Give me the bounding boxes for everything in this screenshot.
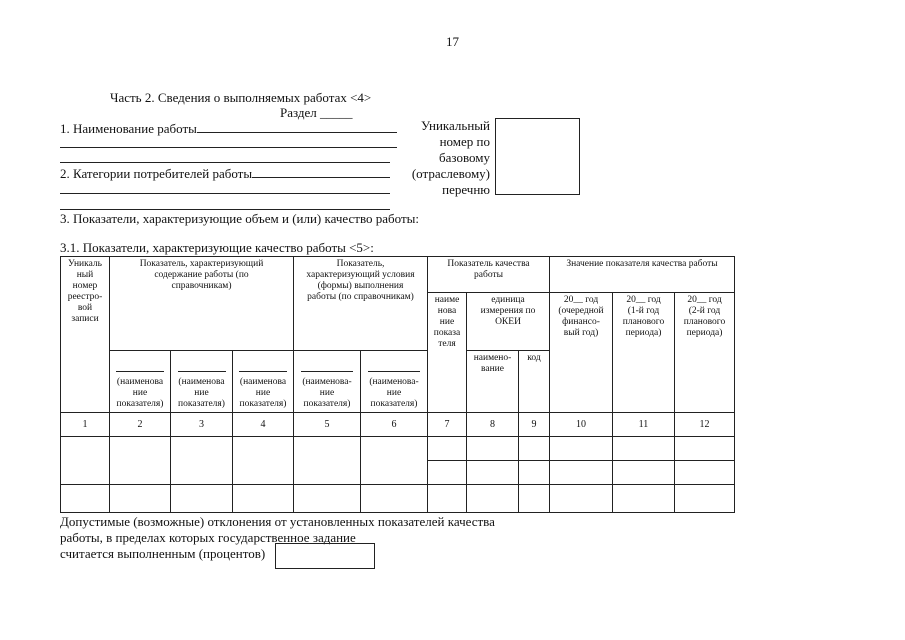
table-cell[interactable] (675, 461, 735, 485)
section-label: Раздел _____ (280, 105, 353, 120)
column-number: 5 (294, 413, 361, 437)
deviation-text: Допустимые (возможные) отклонения от установленных показателей качества работы, в пределах которых государственное задание считается выполненным (процентов) (60, 514, 495, 561)
sub-indicator-name-4: (наименова ние показателя) (233, 351, 294, 413)
unique-number-box[interactable] (495, 118, 580, 195)
sub-indicator-name-2: (наименова ние показателя) (110, 351, 171, 413)
col-year-current: 20__ год (очередной финансо- вый год) (550, 293, 613, 413)
column-number: 10 (550, 413, 613, 437)
table-cell[interactable] (233, 485, 294, 513)
table-cell[interactable] (467, 437, 519, 461)
work-name-line-2[interactable] (60, 147, 397, 148)
col-conditions-indicator: Показатель, характеризующий условия (формы) выполнения работы (по справочникам) (294, 257, 428, 351)
consumer-category-label: 2. Категории потребителей работы (60, 166, 253, 181)
col-year-plan-1: 20__ год (1-й год планового периода) (613, 293, 675, 413)
table-cell[interactable] (519, 485, 550, 513)
table-cell[interactable] (361, 485, 428, 513)
col-year-plan-2: 20__ год (2-й год планового периода) (675, 293, 735, 413)
table-cell[interactable] (233, 437, 294, 485)
column-number: 11 (613, 413, 675, 437)
table-row (61, 437, 735, 461)
table-cell[interactable] (519, 461, 550, 485)
quality-indicators-heading: 3.1. Показатели, характеризующие качество работы <5>: (60, 240, 374, 255)
table-cell[interactable] (61, 485, 110, 513)
sub-indicator-name-6: (наименова- ние показателя) (361, 351, 428, 413)
column-number: 7 (428, 413, 467, 437)
col-unit-name: наимено- вание (467, 351, 519, 413)
col-indicator-name: наиме нова ние показа теля (428, 293, 467, 413)
unique-number-label: Уникальный номер по базовому (отраслевому) перечню (411, 118, 490, 197)
column-number: 4 (233, 413, 294, 437)
col-unique-number: Уникаль ный номер реестро- вой записи (61, 257, 110, 413)
consumer-category-line[interactable] (252, 177, 390, 178)
col-quality-values: Значение показателя качества работы (550, 257, 735, 293)
column-number: 2 (110, 413, 171, 437)
col-unit-okei: единица измерения по ОКЕИ (467, 293, 550, 351)
table-cell[interactable] (613, 437, 675, 461)
table-cell[interactable] (428, 437, 467, 461)
quality-indicators-table (60, 256, 735, 513)
column-number: 12 (675, 413, 735, 437)
consumer-category-line-3[interactable] (60, 209, 390, 210)
column-number: 1 (61, 413, 110, 437)
column-number: 9 (519, 413, 550, 437)
table-cell[interactable] (294, 437, 361, 485)
table-cell[interactable] (110, 437, 171, 485)
table-cell[interactable] (294, 485, 361, 513)
col-quality-indicator: Показатель качества работы (428, 257, 550, 293)
table-cell[interactable] (61, 437, 110, 485)
deviation-percent-box[interactable] (275, 543, 375, 569)
table-cell[interactable] (428, 485, 467, 513)
consumer-category-line-2[interactable] (60, 193, 390, 194)
col-content-indicator: Показатель, характеризующий содержание работы (по справочникам) (110, 257, 294, 351)
table-cell[interactable] (110, 485, 171, 513)
work-name-line-3[interactable] (60, 162, 390, 163)
table-cell[interactable] (613, 461, 675, 485)
column-numbers-row (61, 413, 735, 437)
table-cell[interactable] (550, 461, 613, 485)
table-cell[interactable] (361, 437, 428, 485)
work-name-line[interactable] (197, 132, 397, 133)
column-number: 6 (361, 413, 428, 437)
table-cell[interactable] (428, 461, 467, 485)
table-cell[interactable] (550, 437, 613, 461)
table-cell[interactable] (675, 485, 735, 513)
part-title: Часть 2. Сведения о выполняемых работах <4> (110, 90, 372, 105)
work-name-label: 1. Наименование работы (60, 121, 197, 136)
sub-indicator-name-5: (наименова- ние показателя) (294, 351, 361, 413)
table-cell[interactable] (467, 485, 519, 513)
table-cell[interactable] (675, 437, 735, 461)
sub-indicator-name-3: (наименова ние показателя) (171, 351, 233, 413)
table-cell[interactable] (550, 485, 613, 513)
table-cell[interactable] (519, 437, 550, 461)
column-number: 3 (171, 413, 233, 437)
column-number: 8 (467, 413, 519, 437)
table-cell[interactable] (613, 485, 675, 513)
indicators-heading: 3. Показатели, характеризующие объем и (или) качество работы: (60, 211, 419, 226)
table-row (61, 485, 735, 513)
table-cell[interactable] (171, 485, 233, 513)
col-unit-code: код (519, 351, 550, 413)
table-cell[interactable] (467, 461, 519, 485)
table-cell[interactable] (171, 437, 233, 485)
page-number: 17 (446, 34, 459, 49)
